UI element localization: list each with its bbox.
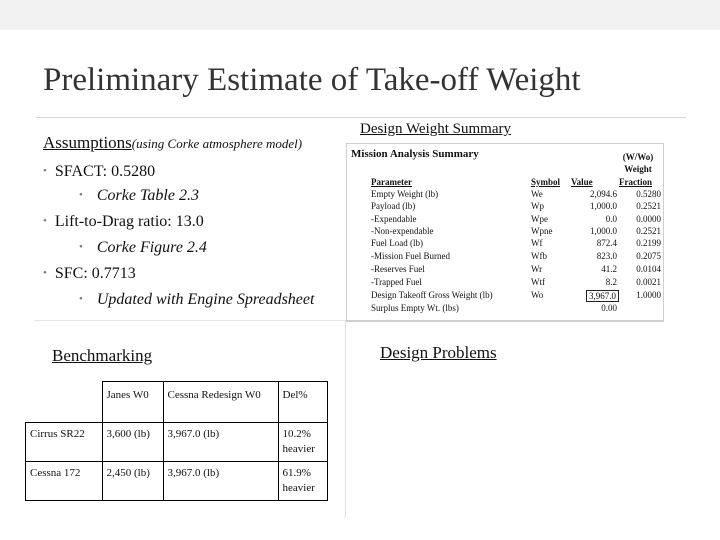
- table-cell: Cirrus SR22: [26, 423, 103, 462]
- col-parameter: Parameter: [371, 177, 412, 187]
- assumption-text: Updated with Engine Spreadsheet: [96, 291, 315, 308]
- gross-weight-value: 3,967.0: [586, 290, 619, 302]
- slide-title: Preliminary Estimate of Take-off Weight: [43, 62, 581, 98]
- mission-analysis-panel: [346, 143, 664, 322]
- table-header-row: [26, 382, 328, 423]
- assumptions-label: Assumptions: [43, 133, 132, 152]
- table-row: [26, 462, 328, 501]
- table-cell: 2,450 (lb): [102, 462, 163, 501]
- assumption-text: Lift-to-Drag ratio: 13.0: [54, 213, 204, 230]
- table-header-cell: Del%: [278, 382, 327, 423]
- benchmark-table: [25, 381, 328, 501]
- assumption-subitem: • Corke Figure 2.4: [79, 239, 207, 256]
- assumption-text: Corke Figure 2.4: [96, 239, 207, 256]
- design-weight-summary-heading: Design Weight Summary: [360, 121, 512, 137]
- title-divider: [36, 117, 686, 118]
- summary-row: Payload (lb) Wp 1,000.0 0.2521: [371, 201, 661, 211]
- col-symbol: Symbol: [531, 177, 561, 187]
- design-problems-heading: Design Problems: [380, 343, 497, 362]
- table-cell: 3,600 (lb): [102, 423, 163, 462]
- summary-row-total: Design Takeoff Gross Weight (lb) Wo 3,967.0 1.0000: [371, 290, 661, 301]
- section-divider: [34, 320, 346, 321]
- assumption-text: SFACT: 0.5280: [54, 163, 156, 180]
- table-cell: 10.2% heavier: [278, 423, 327, 462]
- assumption-subitem: • Corke Table 2.3: [79, 187, 199, 204]
- assumption-text: Corke Table 2.3: [96, 187, 199, 204]
- benchmarking-heading: Benchmarking: [52, 346, 153, 365]
- assumption-subitem: • Updated with Engine Spreadsheet: [79, 291, 315, 308]
- table-cell: 3,967.0 (lb): [163, 462, 278, 501]
- table-header-cell: [26, 382, 103, 423]
- table-header-cell: Janes W0: [102, 382, 163, 423]
- assumption-item: • SFACT: 0.5280: [43, 163, 156, 180]
- top-band: [0, 0, 720, 30]
- summary-row: -Reserves Fuel Wr 41.2 0.0104: [371, 264, 661, 274]
- assumptions-note: (using Corke atmosphere model): [131, 136, 303, 151]
- summary-row: -Trapped Fuel Wtf 8.2 0.0021: [371, 277, 661, 287]
- col-fraction: Fraction: [619, 177, 652, 187]
- summary-row: Empty Weight (lb) We 2,094.6 0.5280: [371, 189, 661, 199]
- panel-title: Mission Analysis Summary: [351, 148, 479, 160]
- assumption-item: • SFC: 0.7713: [43, 265, 136, 282]
- column-divider: [345, 320, 346, 518]
- assumptions-heading: [43, 133, 302, 153]
- weight-fraction-header: (W/Wo) Weight: [622, 152, 654, 174]
- table-cell: Cessna 172: [26, 462, 103, 501]
- summary-row: -Expendable Wpe 0.0 0.0000: [371, 214, 661, 224]
- assumption-text: SFC: 0.7713: [54, 265, 136, 282]
- summary-row: -Mission Fuel Burned Wfb 823.0 0.2075: [371, 251, 661, 261]
- assumption-item: • Lift-to-Drag ratio: 13.0: [43, 213, 204, 230]
- table-cell: 61.9% heavier: [278, 462, 327, 501]
- col-value: Value: [571, 177, 593, 187]
- summary-row: Fuel Load (lb) Wf 872.4 0.2199: [371, 238, 661, 248]
- table-header-cell: Cessna Redesign W0: [163, 382, 278, 423]
- table-row: [26, 423, 328, 462]
- summary-row: Surplus Empty Wt. (lbs) 0.00: [371, 303, 617, 313]
- table-cell: 3,967.0 (lb): [163, 423, 278, 462]
- summary-row: -Non-expendable Wpne 1,000.0 0.2521: [371, 226, 661, 236]
